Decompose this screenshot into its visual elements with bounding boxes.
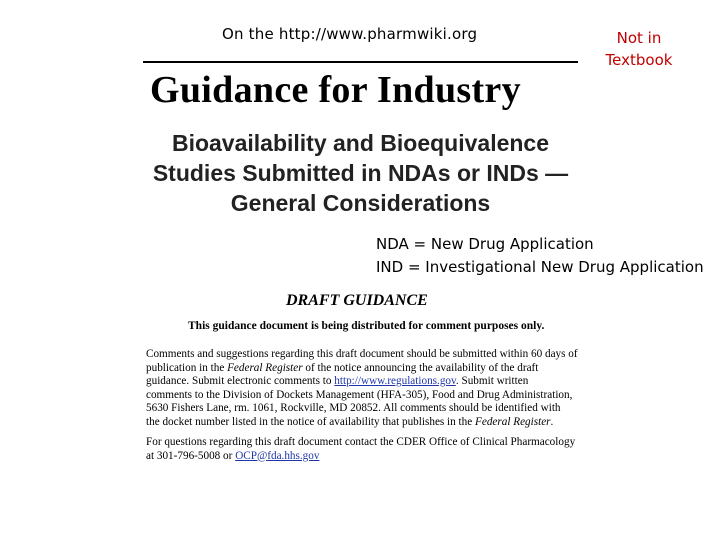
abbreviation-notes	[376, 233, 704, 279]
subtitle-line-3: General Considerations	[230, 190, 491, 216]
comments-text: guidance. Submit electronic comments to	[146, 375, 335, 388]
questions-text: at 301-796-5008 or	[146, 449, 236, 462]
comments-line: Comments and suggestions regarding this draft document should be submitted within 60 days of	[146, 348, 578, 360]
comments-text: .	[550, 415, 554, 428]
textbook-note-line-1: Not in	[616, 29, 662, 47]
comments-text: . Submit written	[455, 375, 529, 388]
federal-register-text: Federal Register	[227, 361, 303, 374]
regulations-gov-link[interactable]: http://www.regulations.gov	[334, 375, 456, 388]
draft-guidance-heading: DRAFT GUIDANCE	[286, 292, 428, 309]
comments-line	[146, 362, 586, 376]
distribution-note: This guidance document is being distributed for comment purposes only.	[188, 320, 545, 332]
subtitle-line-1: Bioavailability and Bioequivalence	[171, 130, 550, 156]
not-in-textbook-note	[600, 27, 678, 71]
comments-text: of the notice announcing the availability of the draft	[302, 361, 539, 374]
ind-definition: IND = Investigational New Drug Application	[376, 258, 704, 276]
questions-paragraph	[146, 436, 586, 463]
subtitle-line-2: Studies Submitted in NDAs or INDs —	[152, 160, 569, 186]
comments-line: comments to the Division of Dockets Management (HFA-305), Food and Drug Administration,	[146, 388, 573, 401]
ocp-email-link[interactable]: OCP@fda.hhs.gov	[235, 449, 320, 462]
document-subtitle	[143, 128, 578, 218]
comments-line	[146, 416, 586, 430]
comments-line	[146, 375, 586, 389]
questions-line: For questions regarding this draft document contact the CDER Office of Clinical Pharmacology	[146, 436, 576, 448]
document-top-rule	[143, 61, 578, 63]
textbook-note-line-2: Textbook	[605, 51, 673, 69]
questions-line	[146, 450, 586, 464]
document-title: Guidance for Industry	[150, 69, 521, 111]
federal-register-text: Federal Register	[475, 415, 551, 428]
source-note: On the http://www.pharmwiki.org	[222, 25, 478, 43]
comments-paragraph	[146, 348, 586, 430]
comments-text: the docket number listed in the notice of availability that publishes in the	[146, 415, 476, 428]
comments-line: 5630 Fishers Lane, rm. 1061, Rockville, MD 20852. All comments should be identified with	[146, 402, 561, 415]
nda-definition: NDA = New Drug Application	[376, 235, 594, 253]
comments-text: publication in the	[146, 361, 228, 374]
